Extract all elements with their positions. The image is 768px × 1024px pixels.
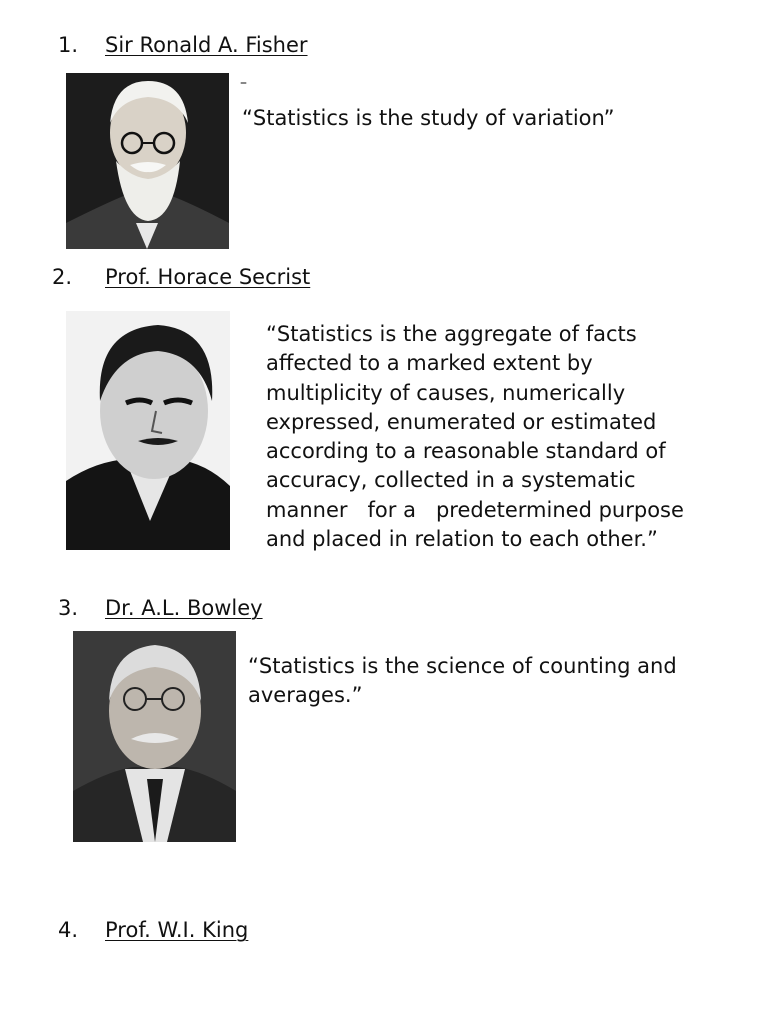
portrait-secrist [66, 311, 230, 550]
entry-1-name: Sir Ronald A. Fisher [105, 33, 308, 57]
portrait-fisher [66, 73, 229, 249]
entry-4-number: 4. [58, 918, 79, 942]
entry-1-number: 1. [58, 33, 79, 57]
entry-2-name: Prof. Horace Secrist [105, 265, 311, 289]
entry-3-number: 3. [58, 596, 79, 620]
entry-3-name: Dr. A.L. Bowley [105, 596, 263, 620]
entry-3-quote: “Statistics is the science of counting and averages.” [248, 654, 677, 708]
entry-2-number: 2. [52, 265, 73, 289]
entry-1-quote: “Statistics is the study of variation” [242, 106, 615, 130]
portrait-bowley [73, 631, 236, 842]
entry-4-name: Prof. W.I. King [105, 918, 249, 942]
entry-2-quote: “Statistics is the aggregate of facts affected to a marked extent by multiplicity of causes, numerically expressed, enumerated or estimated according to a reasonable standard of accuracy, collected in a systematic manner for a predetermined purpose and placed in relation to each other.” [266, 322, 684, 552]
stray-mark: – [240, 75, 247, 91]
